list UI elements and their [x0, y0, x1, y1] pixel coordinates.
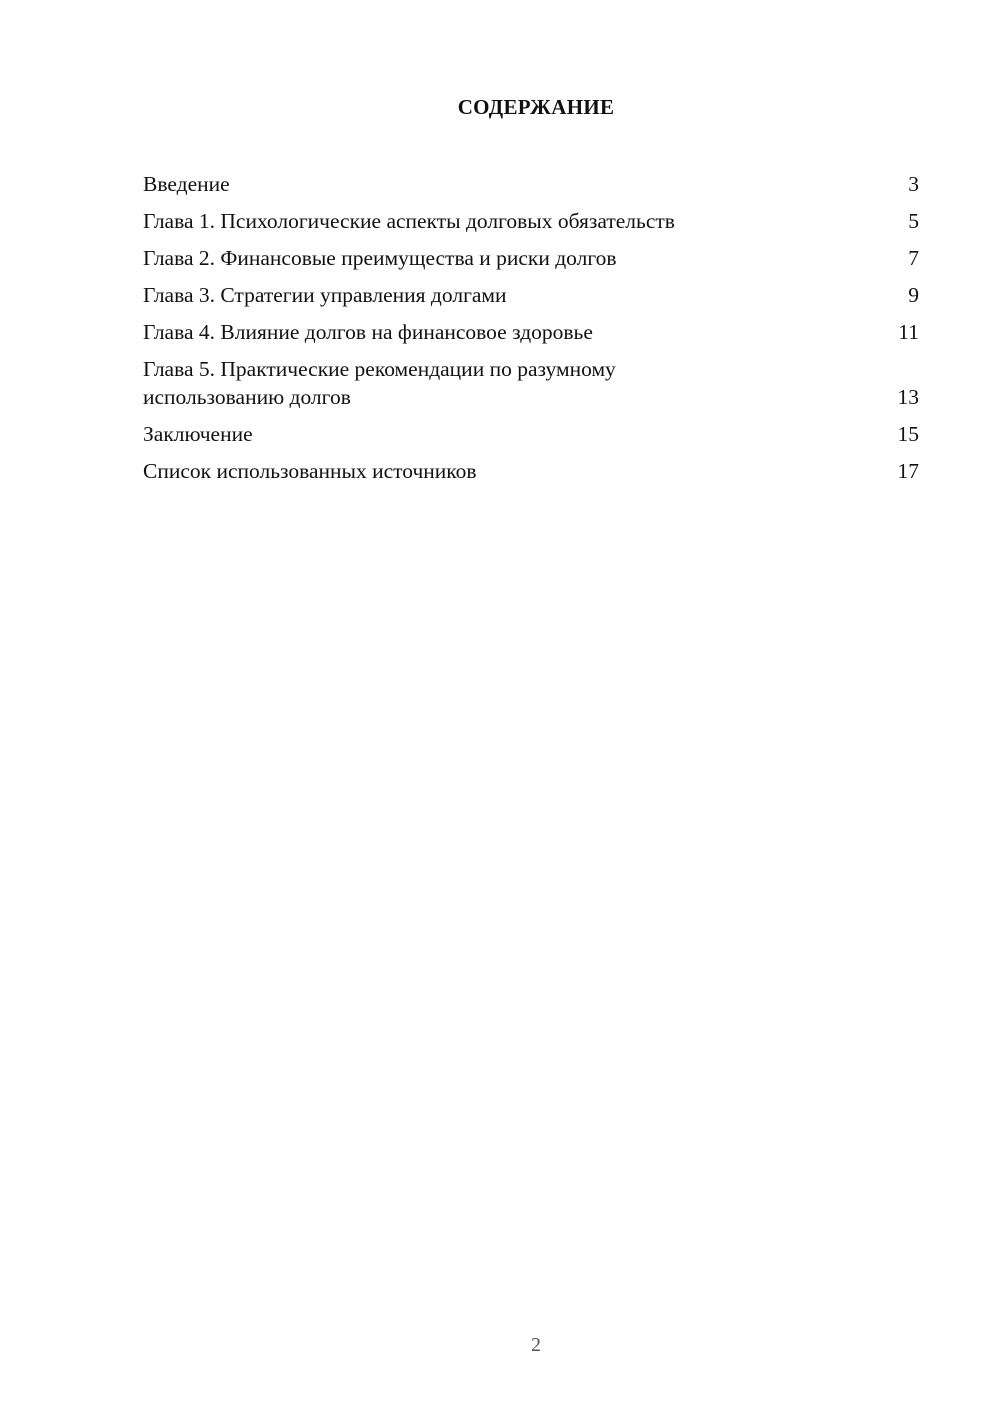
toc-entry-page: 15	[897, 422, 919, 446]
toc-entry-chapter-2	[143, 244, 919, 272]
toc-entry-title: Глава 3. Стратегии управления долгами	[143, 283, 507, 307]
toc-entry-conclusion	[143, 420, 919, 448]
table-of-contents	[143, 170, 919, 494]
toc-entry-title: Заключение	[143, 422, 253, 446]
toc-entry-chapter-3	[143, 281, 919, 309]
toc-entry-page: 17	[897, 459, 919, 483]
toc-entry-title: Список использованных источников	[143, 459, 477, 483]
toc-entry-page: 7	[908, 246, 919, 270]
toc-entry-chapter-4	[143, 318, 919, 346]
toc-heading: СОДЕРЖАНИЕ	[457, 95, 615, 119]
toc-entry-title: Глава 4. Влияние долгов на финансовое здоровье	[143, 320, 593, 344]
toc-entry-title: Глава 1. Психологические аспекты долговых обязательств	[143, 209, 675, 233]
toc-entry-title: Введение	[143, 172, 230, 196]
toc-entry-page: 9	[908, 283, 919, 307]
toc-entry-references	[143, 457, 919, 485]
toc-entry-chapter-1	[143, 207, 919, 235]
toc-entry-page: 13	[897, 385, 919, 409]
toc-entry-title: Глава 5. Практические рекомендации по разумному использованию долгов	[143, 357, 616, 409]
toc-entry-page: 11	[898, 320, 919, 344]
toc-entry-introduction	[143, 170, 919, 198]
toc-entry-page: 3	[908, 172, 919, 196]
toc-entry-page: 5	[908, 209, 919, 233]
page-number: 2	[531, 1334, 541, 1356]
toc-entry-chapter-5	[143, 355, 919, 411]
toc-entry-title: Глава 2. Финансовые преимущества и риски долгов	[143, 246, 617, 270]
